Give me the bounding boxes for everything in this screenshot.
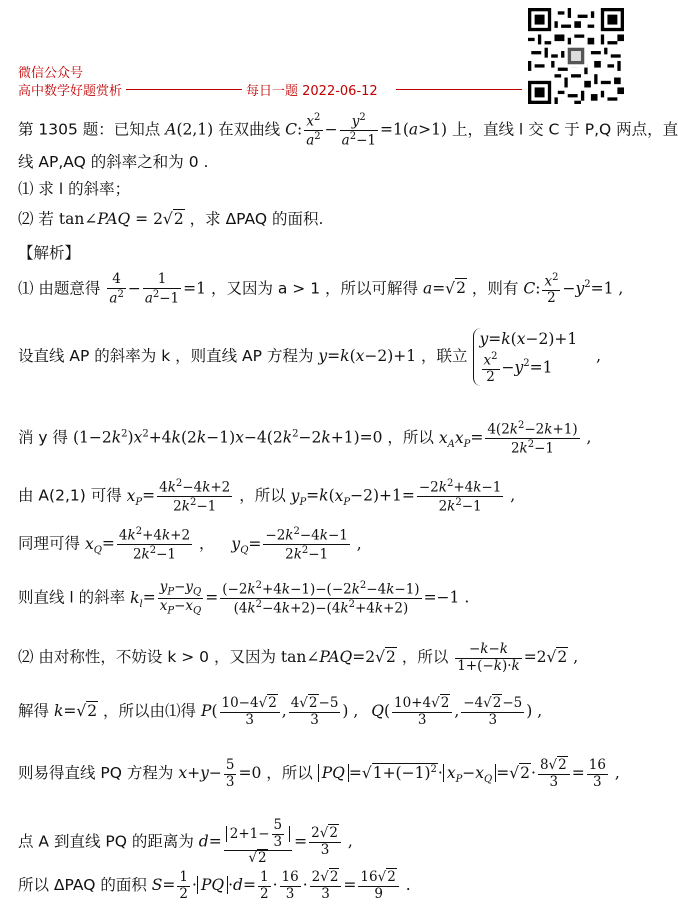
qr-code-icon (528, 8, 624, 104)
s1a: ⑴ 由题意得 (18, 279, 101, 298)
sol-p1-line-2: 设直线 AP 的斜率为 k ，则直线 AP 方程为 y=k(x−2)+1 ，联立 y=k(x−2)+1 $\frac{x^2}{2}$ $-y^2=1$ , (18, 330, 602, 386)
t3b: ，所以 (266, 764, 313, 783)
sol-p1-line-3: 消 y 得 $(1-2k^2)x^2+4k(2k-1)x-4(2k^2-2k+1)=0$ ，所以 $x_Ax_P=$ $\frac{4(2k^2-2k+1)}{2k^2-1}$ , (18, 420, 592, 457)
t2a: 解得 (18, 702, 50, 721)
s2a: 设直线 AP 的斜率为 k ，则直线 AP 方程为 (18, 346, 314, 365)
s1c: ，则有 (471, 279, 519, 298)
wechat-label: 微信公众号 (18, 66, 84, 81)
sol-p2-line-3: 则易得直线 PQ 方程为 x+y− $\frac{5}{3}$ =0 ，所以 PQ $=√1+(-1)^2\cdot x_P-x_Q =√2\cdot$ $\frac{8√2}{3}$ = $\frac{16}{3}$ , (18, 757, 620, 790)
sol-p2-line-4: 点 A 到直线 PQ 的距离为 d= 2+1− $\frac{5}{3}$ √2 = $\frac{2√2}{3}$ , (18, 817, 353, 867)
sol-p1-line-6: 则直线 l 的斜率 $k_l=$ $\frac{y_P-y_Q}{x_P-x_Q}$ = $\frac{(-2k^2+4k-1)-(-2k^2-4k-1)}{(4k^2-4k+2)-(4k^2+4k+2)}$ =−1 . (18, 579, 470, 617)
problem-line-1: 第 1305 题：已知点 A(2,1) 在双曲线 C: $\frac{x^2}{a^2}$ − $\frac{y^2}{a^2-1}$ =1(a>1) 上，直线 l 交 C 于 P,Q 两点，直 (18, 112, 678, 149)
problem-suffix: 上，直线 l 交 C 于 P,Q 两点，直 (451, 120, 678, 139)
problem-line-2: 线 AP,AQ 的斜率之和为 0 . (18, 153, 209, 171)
q2-suffix: ，求 ΔPAQ 的面积. (189, 210, 324, 228)
sol-p2-line-1: ⑵ 由对称性，不妨设 k > 0 ，又因为 tan∠PAQ=2√2 ，所以 $\frac{-k-k}{1+(-k)\cdot k}$ =2√2 , (18, 641, 579, 674)
s6a: 则直线 l 的斜率 (18, 588, 126, 607)
s4a: 由 A(2,1) 可得 (18, 486, 122, 505)
s2b: ，联立 (421, 346, 468, 365)
sol-p1-line-5: 同理可得 $x_Q=$ $\frac{4k^2+4k+2}{2k^2-1}$ ， $y_Q=$ $\frac{-2k^2-4k-1}{2k^2-1}$ , (18, 526, 362, 563)
question-2: ⑵ 若 tan∠PAQ = 2√2 ，求 ΔPAQ 的面积. (18, 210, 324, 228)
problem-prefix: 第 1305 题：已知点 (18, 120, 161, 139)
s4b: ，所以 (239, 486, 286, 505)
sol-p1-line-1: ⑴ 由题意得 $\frac{4}{a^2}$ − $\frac{1}{a^2-1}$ =1 ，又因为 a > 1 ，所以可解得 a=√2 ，则有 C: $\frac{x^2}{2}$ $-y^2=1$ , (18, 271, 624, 307)
analysis-label: 【解析】 (18, 244, 81, 262)
t4a: 点 A 到直线 PQ 的距离为 (18, 832, 194, 851)
t5a: 所以 ΔPAQ 的面积 (18, 876, 147, 895)
sol-p2-line-2: 解得 k=√2 ，所以由⑴得 P( $\frac{10-4√2}{3}$ , $\frac{4√2-5}{3}$ ) , Q( $\frac{10+4√2}{3}$ , $\frac{-4√2-5}{3}$ ) , (18, 695, 543, 728)
t1a: ⑵ 由对称性，不妨设 k > 0 ，又因为 (18, 648, 276, 667)
sol-p2-line-5: 所以 ΔPAQ 的面积 S= $\frac{1}{2}$ · PQ ·d= $\frac{1}{2}$ · $\frac{16}{3}$ · $\frac{2√2}{3}$ = $\frac{16√2}{9}$ . (18, 869, 411, 902)
s3b: ，所以 (387, 428, 434, 447)
column-title: 高中数学好题赏析 (18, 84, 123, 99)
t1b: ，所以 (401, 648, 449, 667)
t3a: 则易得直线 PQ 方程为 (18, 764, 174, 783)
header-rule-left (126, 89, 242, 90)
daily-label: 每日一题 2022-06-12 (246, 84, 378, 99)
t2b: ，所以由⑴得 (103, 702, 197, 721)
s3a: 消 y 得 (18, 428, 69, 447)
problem-mid: 在双曲线 (218, 120, 281, 139)
s1b: ，又因为 a > 1 ，所以可解得 (210, 279, 418, 298)
header-rule-right (396, 89, 522, 90)
question-1: ⑴ 求 l 的斜率； (18, 180, 131, 198)
sol-p1-line-4: 由 A(2,1) 可得 $x_P=$ $\frac{4k^2-4k+2}{2k^2-1}$ ，所以 $y_P=k(x_P-2)+1=$ $\frac{-2k^2+4k-1}{2k^2-1}$ , (18, 478, 516, 515)
q2-prefix: ⑵ 若 (18, 210, 54, 228)
s5a: 同理可得 (18, 534, 81, 553)
